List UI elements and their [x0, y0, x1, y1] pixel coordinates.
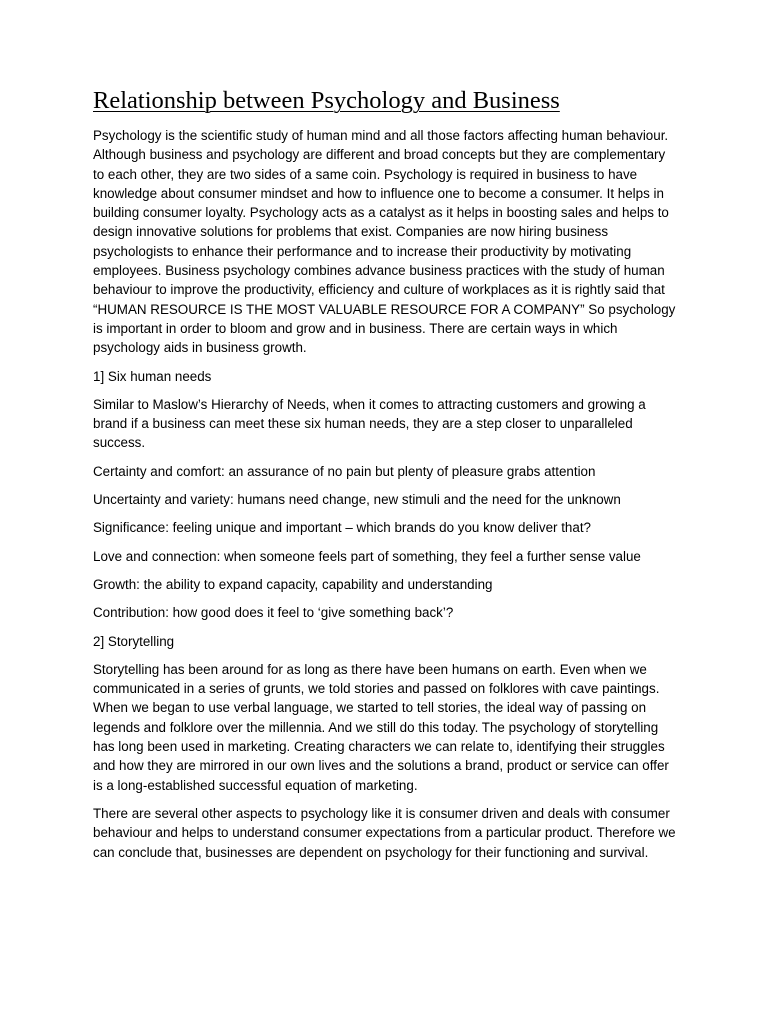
need-certainty-item: Certainty and comfort: an assurance of no pain but plenty of pleasure grabs attention [93, 463, 596, 479]
need-growth-item: Growth: the ability to expand capacity, capability and understanding [93, 576, 493, 592]
need-uncertainty-item: Uncertainty and variety: humans need change, new stimuli and the need for the unknown [93, 492, 621, 508]
section-heading-six-human-needs: 1] Six human needs [93, 368, 212, 384]
conclusion-paragraph: There are several other aspects to psychology like it is consumer driven and deals with consumer behaviour and helps to understand consumer expectations from a particular product. Therefore we can conclude that, businesses are dependent on psychology for their functioning and survival. [93, 805, 676, 860]
document-title: Relationship between Psychology and Business [93, 87, 560, 114]
storytelling-paragraph: Storytelling has been around for as long as there have been humans on earth. Even when we communicated in a series of grunts, we told stories and passed on folklores with cave paintings. When we began to use verbal language, we started to tell stories, the ideal way of passing on legends and folklore over the millennia. And we still do this today. The psychology of storytelling has long been used in marketing. Creating characters we can relate to, identifying their struggles and how they are mirrored in our own lives and the solutions a brand, product or service can offer is a long-established successful equation of marketing. [93, 661, 669, 793]
section-heading-storytelling: 2] Storytelling [93, 633, 175, 649]
six-needs-intro-paragraph: Similar to Maslow’s Hierarchy of Needs, when it comes to attracting customers and growing a brand if a business can meet these six human needs, they are a step closer to unparalleled success. [93, 396, 646, 451]
need-love-item: Love and connection: when someone feels part of something, they feel a further sense value [93, 548, 641, 564]
need-contribution-item: Contribution: how good does it feel to ‘give something back’? [93, 605, 454, 621]
need-significance-item: Significance: feeling unique and important – which brands do you know deliver that? [93, 520, 591, 536]
document-page [93, 86, 678, 871]
intro-paragraph: Psychology is the scientific study of human mind and all those factors affecting human behaviour. Although business and psychology are different and broad concepts but they are complementary to each other, they are two sides of a same coin. Psychology is required in business to have knowledge about consumer mindset and how to influence one to become a consumer. It helps in building consumer loyalty. Psychology acts as a catalyst as it helps in boosting sales and helps to design innovative solutions for problems that exist. Companies are now hiring business psychologists to enhance their performance and to increase their productivity by motivating employees. Business psychology combines advance business practices with the study of human behaviour to improve the productivity, efficiency and culture of workplaces as it is rightly said that “HUMAN RESOURCE IS THE MOST VALUABLE RESOURCE FOR A COMPANY” So psychology is important in order to bloom and grow and in business. There are certain ways in which psychology aids in business growth. [93, 128, 676, 356]
